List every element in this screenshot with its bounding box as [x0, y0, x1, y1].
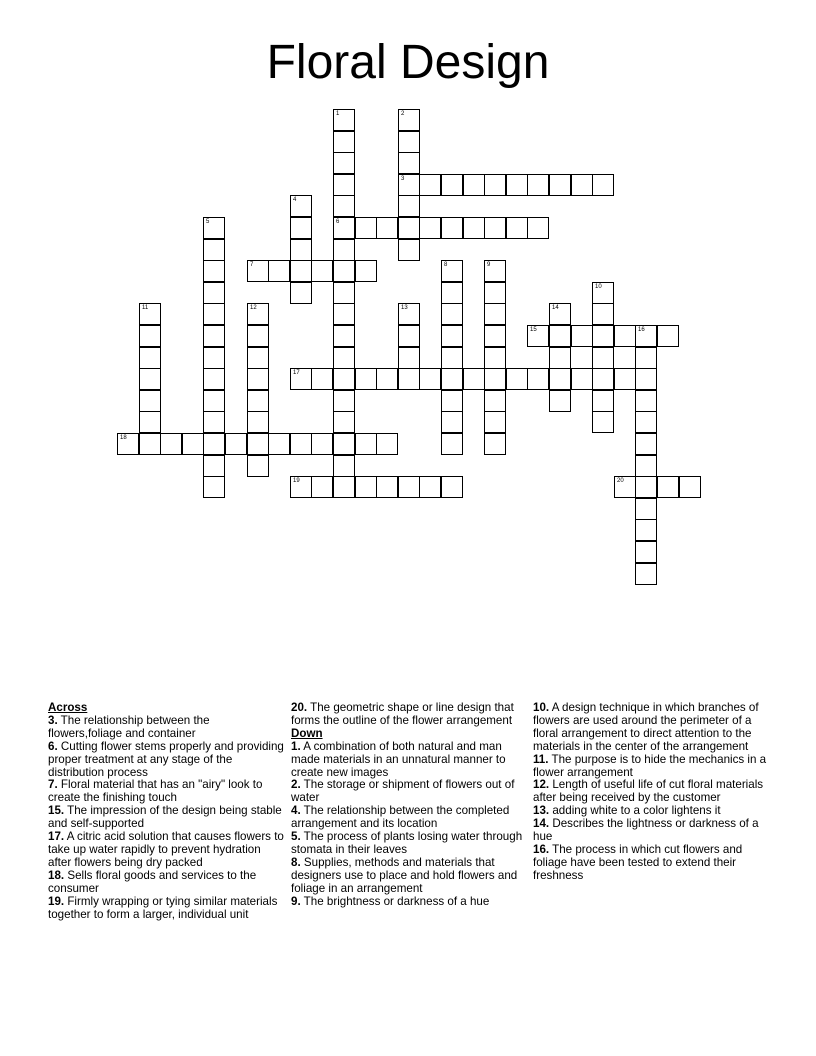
grid-cell[interactable] — [311, 368, 333, 390]
grid-cell[interactable] — [247, 455, 269, 477]
grid-cell[interactable] — [484, 368, 506, 390]
grid-cell[interactable] — [635, 541, 657, 563]
grid-cell[interactable] — [441, 303, 463, 325]
grid-cell[interactable] — [635, 455, 657, 477]
grid-cell[interactable] — [333, 325, 355, 347]
grid-cell[interactable] — [203, 368, 225, 390]
grid-cell[interactable] — [203, 347, 225, 369]
clue-number: 20 — [617, 478, 624, 484]
grid-cell[interactable] — [506, 217, 528, 239]
grid-cell[interactable] — [549, 325, 571, 347]
grid-cell[interactable] — [268, 433, 290, 455]
clue-down-13: 13. adding white to a color lightens it — [533, 804, 721, 818]
grid-cell[interactable] — [484, 282, 506, 304]
grid-cell[interactable] — [290, 476, 312, 498]
clue-number: 4 — [293, 197, 297, 203]
grid-cell[interactable] — [203, 476, 225, 498]
clue-number: 17 — [293, 370, 300, 376]
grid-cell[interactable] — [635, 347, 657, 369]
grid-cell[interactable] — [290, 260, 312, 282]
grid-cell[interactable] — [311, 476, 333, 498]
clue-number: 19 — [293, 478, 300, 484]
grid-cell[interactable] — [614, 476, 636, 498]
grid-cell[interactable] — [441, 174, 463, 196]
grid-cell[interactable] — [441, 411, 463, 433]
puzzle-title: Floral Design — [266, 36, 550, 89]
grid-cell[interactable] — [160, 433, 182, 455]
grid-cell[interactable] — [571, 325, 593, 347]
grid-cell[interactable] — [635, 476, 657, 498]
grid-cell[interactable] — [333, 476, 355, 498]
grid-cell[interactable] — [635, 498, 657, 520]
grid-cell[interactable] — [635, 519, 657, 541]
grid-cell[interactable] — [549, 368, 571, 390]
grid-cell[interactable] — [247, 433, 269, 455]
clue-down-4: 4. The relationship between the completed arrangement and its location — [291, 804, 510, 831]
grid-cell[interactable] — [484, 347, 506, 369]
clue-across-6: 6. Cutting flower stems properly and providing proper treatment at any stage of the distribution process — [48, 739, 284, 779]
grid-cell[interactable] — [333, 282, 355, 304]
grid-cell[interactable] — [139, 433, 161, 455]
grid-cell[interactable] — [657, 325, 679, 347]
grid-cell[interactable] — [333, 131, 355, 153]
grid-cell[interactable] — [527, 368, 549, 390]
grid-cell[interactable] — [203, 239, 225, 261]
grid-cell[interactable] — [571, 368, 593, 390]
grid-cell[interactable] — [290, 368, 312, 390]
grid-cell[interactable] — [290, 282, 312, 304]
grid-cell[interactable] — [247, 260, 269, 282]
grid-cell[interactable] — [614, 325, 636, 347]
grid-cell[interactable] — [247, 368, 269, 390]
grid-cell[interactable] — [139, 368, 161, 390]
grid-cell[interactable] — [463, 368, 485, 390]
clue-across-3: 3. The relationship between the flowers,foliage and container — [48, 713, 210, 740]
grid-cell[interactable] — [225, 433, 247, 455]
grid-cell[interactable] — [549, 347, 571, 369]
grid-cell[interactable] — [333, 195, 355, 217]
grid-cell[interactable] — [398, 131, 420, 153]
grid-cell[interactable] — [635, 368, 657, 390]
clue-across-18: 18. Sells floral goods and services to the consumer — [48, 868, 257, 895]
grid-cell[interactable] — [333, 303, 355, 325]
grid-cell[interactable] — [333, 411, 355, 433]
grid-cell[interactable] — [484, 390, 506, 412]
clue-number: 13 — [401, 305, 408, 311]
grid-cell[interactable] — [419, 476, 441, 498]
grid-cell[interactable] — [268, 260, 290, 282]
grid-cell[interactable] — [657, 476, 679, 498]
grid-cell[interactable] — [463, 174, 485, 196]
grid-cell[interactable] — [441, 347, 463, 369]
grid-cell[interactable] — [398, 368, 420, 390]
clue-down-8: 8. Supplies, methods and materials that designers use to place and hold flowers and foliage in an arrangement — [291, 855, 518, 895]
grid-cell[interactable] — [290, 217, 312, 239]
grid-cell[interactable] — [398, 174, 420, 196]
clue-number: 7 — [250, 262, 254, 268]
grid-cell[interactable] — [441, 325, 463, 347]
clue-number: 9 — [487, 262, 491, 268]
clues-column-3 — [533, 702, 771, 883]
grid-cell[interactable] — [290, 195, 312, 217]
grid-cell[interactable] — [527, 217, 549, 239]
grid-cell[interactable] — [679, 476, 701, 498]
grid-cell[interactable] — [484, 411, 506, 433]
clue-number: 15 — [530, 327, 537, 333]
across-heading: Across — [48, 701, 88, 714]
grid-cell[interactable] — [398, 152, 420, 174]
clue-number: 3 — [401, 176, 405, 182]
grid-cell[interactable] — [549, 303, 571, 325]
clue-across-15: 15. The impression of the design being stable and self-supported — [48, 804, 282, 831]
grid-cell[interactable] — [139, 411, 161, 433]
grid-cell[interactable] — [376, 433, 398, 455]
clue-number: 18 — [120, 435, 127, 441]
grid-cell[interactable] — [635, 433, 657, 455]
grid-cell[interactable] — [290, 239, 312, 261]
grid-cell[interactable] — [635, 325, 657, 347]
grid-cell[interactable] — [203, 455, 225, 477]
grid-cell[interactable] — [376, 476, 398, 498]
grid-cell[interactable] — [484, 260, 506, 282]
grid-cell[interactable] — [247, 390, 269, 412]
grid-cell[interactable] — [333, 152, 355, 174]
grid-cell[interactable] — [463, 217, 485, 239]
grid-cell[interactable] — [592, 303, 614, 325]
grid-cell[interactable] — [290, 433, 312, 455]
grid-cell[interactable] — [398, 239, 420, 261]
clue-across-20: 20. The geometric shape or line design that forms the outline of the flower arrangement — [291, 701, 514, 727]
grid-cell[interactable] — [592, 347, 614, 369]
clue-across-7: 7. Floral material that has an "airy" look to create the finishing touch — [48, 778, 263, 805]
grid-cell[interactable] — [398, 217, 420, 239]
grid-cell[interactable] — [592, 390, 614, 412]
grid-cell[interactable] — [592, 174, 614, 196]
grid-cell[interactable] — [506, 174, 528, 196]
grid-cell[interactable] — [527, 174, 549, 196]
clue-down-2: 2. The storage or shipment of flowers out of water — [291, 778, 515, 805]
clue-down-5: 5. The process of plants losing water through stomata in their leaves — [291, 830, 523, 856]
grid-cell[interactable] — [139, 303, 161, 325]
clue-down-14: 14. Describes the lightness or darkness of a hue — [533, 817, 759, 844]
grid-cell[interactable] — [203, 433, 225, 455]
grid-cell[interactable] — [398, 325, 420, 347]
grid-cell[interactable] — [355, 217, 377, 239]
grid-cell[interactable] — [203, 217, 225, 239]
clue-down-11: 11. The purpose is to hide the mechanics in a flower arrangement — [533, 752, 767, 779]
grid-cell[interactable] — [247, 347, 269, 369]
clue-number: 10 — [595, 284, 602, 290]
clue-number: 16 — [638, 327, 645, 333]
grid-cell[interactable] — [398, 476, 420, 498]
grid-cell[interactable] — [182, 433, 204, 455]
grid-cell[interactable] — [139, 390, 161, 412]
clue-number: 2 — [401, 111, 405, 117]
grid-cell[interactable] — [139, 325, 161, 347]
grid-cell[interactable] — [635, 563, 657, 585]
grid-cell[interactable] — [441, 476, 463, 498]
grid-cell[interactable] — [311, 260, 333, 282]
grid-cell[interactable] — [592, 368, 614, 390]
grid-cell[interactable] — [549, 390, 571, 412]
clue-down-10: 10. A design technique in which branches of flowers are used around the perimeter of a floral arrangement to direct attention to the materials in the center of the arrangement — [533, 701, 759, 753]
grid-cell[interactable] — [355, 476, 377, 498]
grid-cell[interactable] — [355, 433, 377, 455]
clue-down-9: 9. The brightness or darkness of a hue — [291, 894, 490, 908]
grid-cell[interactable] — [441, 260, 463, 282]
grid-cell[interactable] — [484, 433, 506, 455]
grid-cell[interactable] — [484, 303, 506, 325]
clue-across-19: 19. Firmly wrapping or tying similar materials together to form a larger, individual unit — [48, 894, 278, 921]
grid-cell[interactable] — [592, 282, 614, 304]
grid-cell[interactable] — [333, 433, 355, 455]
grid-cell[interactable] — [203, 411, 225, 433]
grid-cell[interactable] — [203, 282, 225, 304]
grid-cell[interactable] — [506, 368, 528, 390]
grid-cell[interactable] — [139, 347, 161, 369]
clue-down-12: 12. Length of useful life of cut floral materials after being received by the customer — [533, 778, 764, 805]
grid-cell[interactable] — [376, 368, 398, 390]
grid-cell[interactable] — [333, 390, 355, 412]
clue-number: 14 — [552, 305, 559, 311]
grid-cell[interactable] — [333, 455, 355, 477]
grid-cell[interactable] — [333, 239, 355, 261]
clue-number: 1 — [336, 111, 340, 117]
grid-cell[interactable] — [333, 368, 355, 390]
grid-cell[interactable] — [203, 390, 225, 412]
clue-number: 6 — [336, 219, 340, 225]
grid-cell[interactable] — [355, 260, 377, 282]
grid-cell[interactable] — [419, 217, 441, 239]
grid-cell[interactable] — [311, 433, 333, 455]
grid-cell[interactable] — [549, 174, 571, 196]
grid-cell[interactable] — [635, 411, 657, 433]
grid-cell[interactable] — [419, 368, 441, 390]
grid-cell[interactable] — [441, 433, 463, 455]
clue-number: 11 — [142, 305, 149, 311]
grid-cell[interactable] — [203, 260, 225, 282]
grid-cell[interactable] — [117, 433, 139, 455]
grid-cell[interactable] — [635, 390, 657, 412]
down-heading: Down — [291, 726, 323, 740]
grid-cell[interactable] — [398, 109, 420, 131]
clue-down-16: 16. The process in which cut flowers and foliage have been tested to extend their freshness — [533, 842, 743, 882]
grid-cell[interactable] — [247, 411, 269, 433]
clue-across-17: 17. A citric acid solution that causes flowers to take up water rapidly to prevent hydration after flowers being dry packed — [48, 830, 284, 869]
grid-cell[interactable] — [484, 325, 506, 347]
grid-cell[interactable] — [614, 368, 636, 390]
grid-cell[interactable] — [592, 325, 614, 347]
grid-cell[interactable] — [333, 217, 355, 239]
grid-cell[interactable] — [398, 347, 420, 369]
grid-cell[interactable] — [333, 109, 355, 131]
grid-cell[interactable] — [333, 174, 355, 196]
grid-cell[interactable] — [247, 303, 269, 325]
grid-cell[interactable] — [419, 174, 441, 196]
clue-down-1: 1. A combination of both natural and man made materials in an unnatural manner to create new images — [291, 739, 506, 779]
clues-column-2 — [291, 702, 527, 909]
grid-cell[interactable] — [571, 174, 593, 196]
grid-cell[interactable] — [592, 411, 614, 433]
grid-cell[interactable] — [247, 325, 269, 347]
grid-cell[interactable] — [441, 368, 463, 390]
grid-cell[interactable] — [376, 217, 398, 239]
clue-number: 5 — [206, 219, 210, 225]
grid-cell[interactable] — [484, 217, 506, 239]
grid-cell[interactable] — [398, 303, 420, 325]
grid-cell[interactable] — [203, 325, 225, 347]
grid-cell[interactable] — [333, 260, 355, 282]
grid-cell[interactable] — [398, 195, 420, 217]
grid-cell[interactable] — [355, 368, 377, 390]
clue-number: 8 — [444, 262, 448, 268]
grid-cell[interactable] — [484, 174, 506, 196]
grid-cell[interactable] — [527, 325, 549, 347]
grid-cell[interactable] — [333, 347, 355, 369]
grid-cell[interactable] — [203, 303, 225, 325]
grid-cell[interactable] — [441, 282, 463, 304]
grid-cell[interactable] — [441, 217, 463, 239]
clue-number: 12 — [250, 305, 257, 311]
grid-cell[interactable] — [441, 390, 463, 412]
clues-column-1 — [48, 702, 286, 921]
